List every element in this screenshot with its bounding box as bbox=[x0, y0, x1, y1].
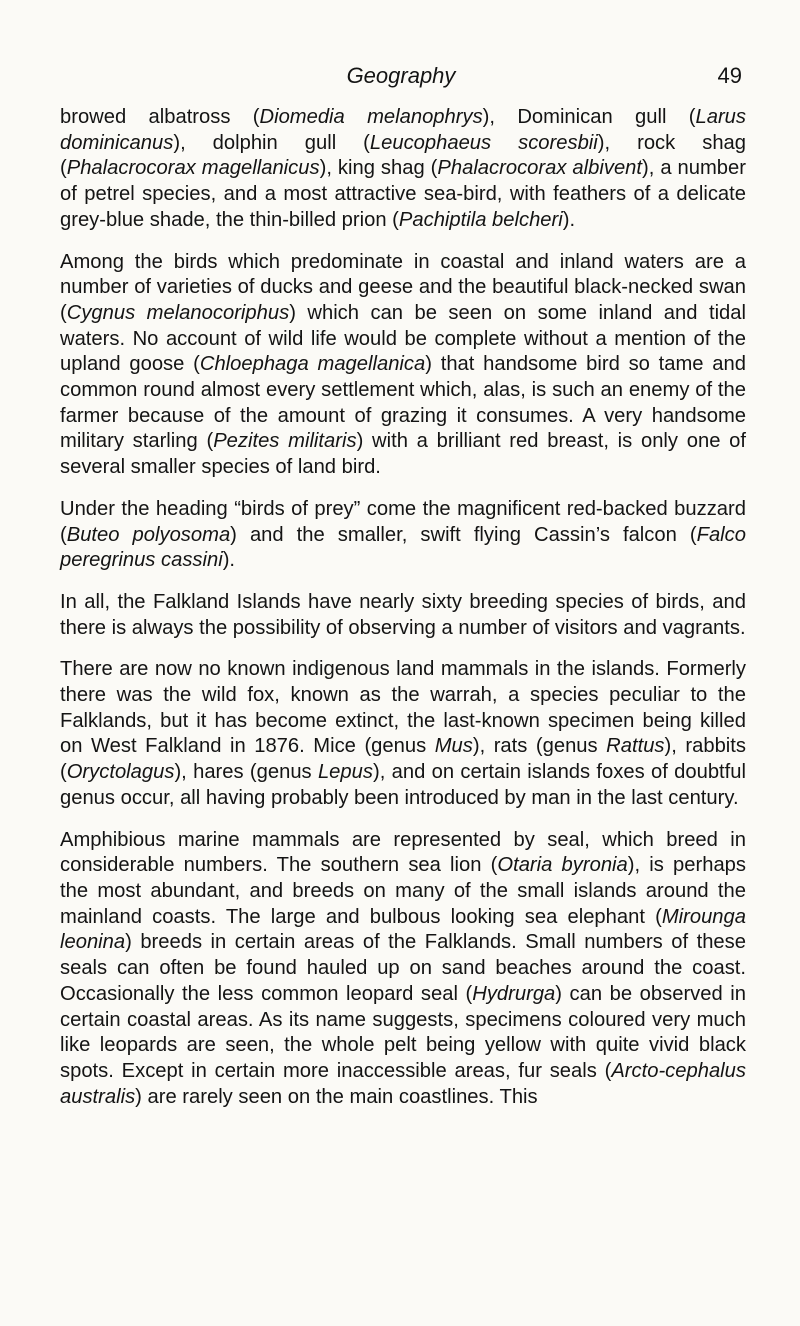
text-run: browed albatross ( bbox=[60, 106, 260, 128]
paragraph-1 bbox=[60, 105, 746, 234]
text-run: ) breeds in certain areas of the Falklands. Small numbers of these seals can often be found hauled up on sand beaches around the coast. Occasionally the less common leopard seal ( bbox=[60, 931, 746, 1005]
text-run: ). bbox=[222, 549, 236, 572]
text-run: Amphibious marine mammals are represented by seal, which breed in considerable numbers. The southern sea lion ( bbox=[60, 828, 746, 877]
text-run: ), rats (genus bbox=[472, 735, 607, 758]
species-name: Cygnus melanocoriphus bbox=[66, 301, 290, 324]
species-name: Otaria byronia bbox=[497, 854, 628, 877]
text-run: ) are rarely seen on the main coastlines. This bbox=[135, 1085, 538, 1108]
species-name: Falco peregrinus cassini bbox=[60, 523, 746, 572]
body-text bbox=[60, 105, 746, 1126]
species-name: Mus bbox=[434, 735, 473, 758]
text-run: ), king shag ( bbox=[319, 157, 438, 180]
paragraph-2 bbox=[60, 250, 746, 481]
text-run: In all, the Falkland Islands have nearly sixty breeding species of birds, and there is always the possibility of observing a number of visitors and vagrants. bbox=[60, 590, 746, 639]
paragraph-6 bbox=[60, 828, 746, 1111]
paragraph-3 bbox=[60, 497, 746, 574]
running-title: Geography bbox=[346, 63, 456, 88]
text-run: ), is perhaps the most abundant, and breeds on many of the small islands around the mainland coasts. The large and bulbous looking sea elephant ( bbox=[60, 854, 746, 928]
species-name: Phalacrocorax magellanicus bbox=[66, 157, 320, 180]
species-name: Larus dominicanus bbox=[60, 106, 746, 154]
species-name: Chloephaga magellanica bbox=[199, 353, 426, 376]
text-run: ), hares (genus bbox=[174, 761, 318, 784]
text-run: ), Dominican gull ( bbox=[482, 106, 696, 128]
text-run: ), rabbits ( bbox=[60, 735, 746, 784]
text-run: ), and on certain islands foxes of doubtful genus occur, all having probably been introduced by man in the last century. bbox=[60, 761, 746, 809]
text-run: Among the birds which predominate in coastal and inland waters are a number of varieties of ducks and geese and the beautiful black-necked swan ( bbox=[60, 250, 746, 324]
text-run: ) with a brilliant red breast, is only one of several smaller species of land bird. bbox=[60, 430, 747, 479]
species-name: Oryctolagus bbox=[66, 761, 175, 784]
text-run: ), rock shag ( bbox=[60, 131, 746, 180]
paragraph-5 bbox=[60, 657, 746, 811]
text-run: There are now no known indigenous land mammals in the islands. Formerly there was the wild fox, known as the warrah, a species peculiar to the Falklands, but it has become extinct, the last-known specimen being killed on West Falkland in 1876. Mice (genus bbox=[60, 658, 746, 758]
text-run: ) that handsome bird so tame and common round almost every settlement which, alas, is such an enemy of the farmer because of the amount of grazing it consumes. A very handsome military starling ( bbox=[60, 353, 746, 453]
text-run: ), a number of petrel species, and a most attractive sea-bird, with feathers of a delicate grey-blue shade, the thin-billed prion ( bbox=[60, 157, 746, 231]
text-run: ) can be observed in certain coastal areas. As its name suggests, specimens coloured very much like leopards are seen, the whole pelt being yellow with quite vivid black spots. Except in certain more inaccessible areas, fur seals ( bbox=[60, 982, 746, 1082]
paragraph-4 bbox=[60, 590, 746, 641]
species-name: Pachiptila belcheri bbox=[398, 208, 563, 231]
page-number: 49 bbox=[717, 63, 742, 88]
text-run: ). bbox=[562, 208, 576, 231]
species-name: Buteo polyosoma bbox=[66, 523, 231, 546]
species-name: Lepus bbox=[317, 761, 373, 784]
species-name: Pezites militaris bbox=[213, 430, 357, 453]
species-name: Rattus bbox=[606, 735, 665, 758]
species-name: Leucophaeus scoresbii bbox=[369, 131, 598, 154]
species-name: Mirounga leonina bbox=[60, 905, 746, 954]
running-head bbox=[60, 61, 742, 95]
species-name: Arcto-cephalus australis bbox=[60, 1059, 746, 1108]
text-run: ) which can be seen on some inland and tidal waters. No account of wild life would be complete without a mention of the upland goose ( bbox=[60, 301, 746, 376]
species-name: Phalacrocorax albivent bbox=[437, 157, 643, 180]
text-run: Under the heading “birds of prey” come the magnificent red-backed buzzard ( bbox=[60, 497, 746, 546]
text-run: ), dolphin gull ( bbox=[173, 131, 370, 154]
text-run: ) and the smaller, swift flying Cassin’s falcon ( bbox=[230, 523, 697, 546]
species-name: Hydrurga bbox=[472, 982, 556, 1005]
species-name: Diomedia melanophrys bbox=[259, 106, 483, 128]
